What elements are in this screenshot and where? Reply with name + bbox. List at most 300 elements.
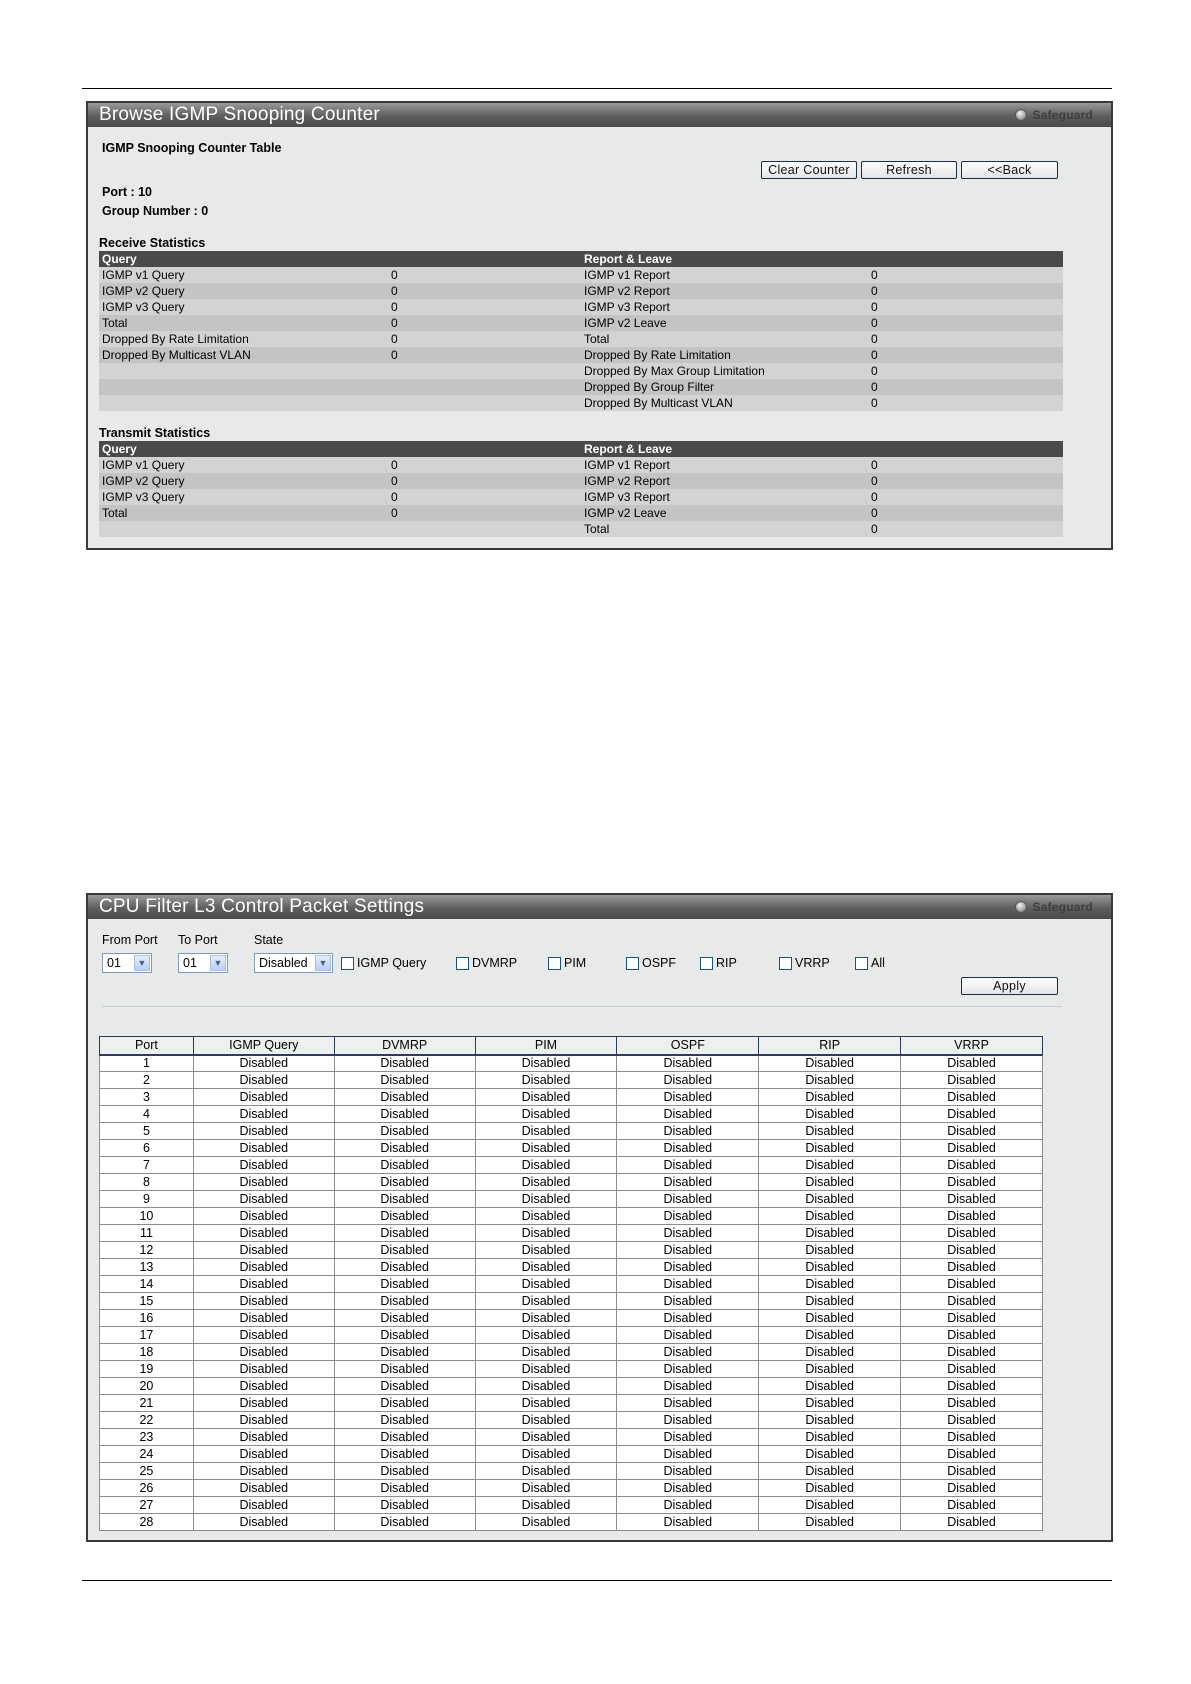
stat-report-name: Dropped By Rate Limitation: [584, 348, 731, 362]
state-cell: Disabled: [193, 1293, 334, 1310]
stat-query-value: 0: [391, 268, 398, 282]
stat-query-value: 0: [391, 506, 398, 520]
stat-report-value: 0: [871, 522, 878, 536]
stat-query-name: Dropped By Multicast VLAN: [102, 348, 251, 362]
state-cell: Disabled: [901, 1191, 1043, 1208]
back-button[interactable]: <<Back: [961, 161, 1058, 179]
state-cell: Disabled: [617, 1106, 759, 1123]
query-header: Query: [102, 442, 137, 456]
table-row: [100, 1361, 1043, 1378]
state-cell: Disabled: [193, 1106, 334, 1123]
state-cell: Disabled: [617, 1327, 759, 1344]
state-cell: Disabled: [759, 1327, 901, 1344]
state-cell: Disabled: [759, 1463, 901, 1480]
igmp-counter-panel: [86, 101, 1113, 550]
state-cell: Disabled: [617, 1208, 759, 1225]
state-cell: Disabled: [901, 1480, 1043, 1497]
panel-title: CPU Filter L3 Control Packet Settings: [99, 896, 425, 917]
port-cell: 22: [100, 1412, 194, 1429]
stat-report-value: 0: [871, 268, 878, 282]
state-cell: Disabled: [475, 1480, 617, 1497]
table-row: [100, 1140, 1043, 1157]
state-cell: Disabled: [334, 1072, 475, 1089]
state-cell: Disabled: [617, 1123, 759, 1140]
stat-row: [99, 315, 1063, 331]
state-cell: Disabled: [617, 1480, 759, 1497]
stat-query-value: 0: [391, 316, 398, 330]
panel-title: Browse IGMP Snooping Counter: [99, 104, 380, 125]
stat-report-value: 0: [871, 364, 878, 378]
state-cell: Disabled: [901, 1497, 1043, 1514]
state-cell: Disabled: [475, 1089, 617, 1106]
state-cell: Disabled: [193, 1327, 334, 1344]
state-cell: Disabled: [759, 1429, 901, 1446]
state-cell: Disabled: [901, 1089, 1043, 1106]
state-cell: Disabled: [759, 1310, 901, 1327]
stat-report-name: Total: [584, 522, 610, 536]
state-cell: Disabled: [193, 1276, 334, 1293]
state-cell: Disabled: [617, 1242, 759, 1259]
state-cell: Disabled: [475, 1208, 617, 1225]
state-cell: Disabled: [901, 1293, 1043, 1310]
state-cell: Disabled: [901, 1276, 1043, 1293]
table-row: [100, 1412, 1043, 1429]
state-cell: Disabled: [193, 1055, 334, 1072]
table-row: [100, 1446, 1043, 1463]
checkbox-box[interactable]: [456, 957, 469, 970]
checkbox-box[interactable]: [700, 957, 713, 970]
column-header: VRRP: [901, 1037, 1043, 1055]
state-cell: Disabled: [334, 1089, 475, 1106]
column-header: OSPF: [617, 1037, 759, 1055]
stat-query-name: Dropped By Rate Limitation: [102, 332, 249, 346]
port-cell: 15: [100, 1293, 194, 1310]
state-cell: Disabled: [193, 1429, 334, 1446]
state-cell: Disabled: [193, 1140, 334, 1157]
state-cell: Disabled: [759, 1140, 901, 1157]
state-cell: Disabled: [759, 1259, 901, 1276]
pim-checkbox[interactable]: [548, 956, 586, 970]
state-cell: Disabled: [617, 1157, 759, 1174]
to-port-value: 01: [183, 956, 197, 970]
port-cell: 20: [100, 1378, 194, 1395]
state-cell: Disabled: [193, 1378, 334, 1395]
state-cell: Disabled: [759, 1157, 901, 1174]
from-port-label: From Port: [102, 933, 158, 947]
stat-report-name: IGMP v1 Report: [584, 458, 670, 472]
state-cell: Disabled: [759, 1123, 901, 1140]
state-cell: Disabled: [475, 1446, 617, 1463]
stat-row: [99, 347, 1063, 363]
transmit-statistics-table: [99, 441, 1063, 537]
safeguard-label: Safeguard: [1032, 900, 1093, 914]
state-cell: Disabled: [475, 1225, 617, 1242]
stat-report-name: IGMP v2 Report: [584, 474, 670, 488]
port-cell: 7: [100, 1157, 194, 1174]
state-cell: Disabled: [759, 1072, 901, 1089]
table-row: [100, 1259, 1043, 1276]
stat-row: [99, 489, 1063, 505]
dvmrp-checkbox[interactable]: [456, 956, 517, 970]
stat-report-name: IGMP v2 Leave: [584, 506, 667, 520]
table-row: [100, 1225, 1043, 1242]
state-cell: Disabled: [193, 1242, 334, 1259]
state-cell: Disabled: [759, 1446, 901, 1463]
port-cell: 1: [100, 1055, 194, 1072]
checkbox-label: IGMP Query: [357, 956, 427, 970]
port-cell: 23: [100, 1429, 194, 1446]
checkbox-label: All: [871, 956, 885, 970]
stat-report-value: 0: [871, 316, 878, 330]
state-cell: Disabled: [475, 1157, 617, 1174]
state-cell: Disabled: [334, 1361, 475, 1378]
state-cell: Disabled: [617, 1429, 759, 1446]
chevron-down-icon[interactable]: ▼: [134, 955, 150, 971]
stat-report-value: 0: [871, 332, 878, 346]
state-cell: Disabled: [475, 1344, 617, 1361]
state-cell: Disabled: [617, 1293, 759, 1310]
state-cell: Disabled: [617, 1072, 759, 1089]
port-cell: 10: [100, 1208, 194, 1225]
column-header: RIP: [759, 1037, 901, 1055]
state-cell: Disabled: [901, 1446, 1043, 1463]
state-cell: Disabled: [901, 1463, 1043, 1480]
state-cell: Disabled: [901, 1514, 1043, 1531]
checkbox-box[interactable]: [341, 957, 354, 970]
stat-query-value: 0: [391, 490, 398, 504]
state-cell: Disabled: [193, 1361, 334, 1378]
table-row: [100, 1327, 1043, 1344]
stat-query-value: 0: [391, 300, 398, 314]
port-cell: 8: [100, 1174, 194, 1191]
port-cell: 2: [100, 1072, 194, 1089]
state-cell: Disabled: [475, 1361, 617, 1378]
state-cell: Disabled: [901, 1055, 1043, 1072]
checkbox-box[interactable]: [626, 957, 639, 970]
checkbox-box[interactable]: [548, 957, 561, 970]
state-cell: Disabled: [759, 1089, 901, 1106]
state-cell: Disabled: [475, 1514, 617, 1531]
stat-row: [99, 395, 1063, 411]
clear-counter-button[interactable]: Clear Counter: [761, 161, 857, 179]
state-cell: Disabled: [617, 1497, 759, 1514]
bottom-rule: [82, 1580, 1112, 1581]
state-cell: Disabled: [475, 1395, 617, 1412]
refresh-button[interactable]: Refresh: [861, 161, 957, 179]
state-cell: Disabled: [617, 1276, 759, 1293]
checkbox-label: DVMRP: [472, 956, 518, 970]
ospf-checkbox[interactable]: [626, 956, 676, 970]
port-cell: 6: [100, 1140, 194, 1157]
from-port-select[interactable]: [102, 953, 152, 973]
form-divider: [102, 1006, 1062, 1007]
table-row: [100, 1106, 1043, 1123]
port-cell: 25: [100, 1463, 194, 1480]
rip-checkbox[interactable]: [700, 956, 737, 970]
state-cell: Disabled: [617, 1140, 759, 1157]
state-cell: Disabled: [617, 1395, 759, 1412]
column-header: IGMP Query: [193, 1037, 334, 1055]
state-cell: Disabled: [334, 1378, 475, 1395]
state-cell: Disabled: [759, 1208, 901, 1225]
state-cell: Disabled: [334, 1514, 475, 1531]
stat-report-value: 0: [871, 348, 878, 362]
stat-query-name: Total: [102, 316, 128, 330]
to-port-label: To Port: [178, 933, 218, 947]
stat-report-value: 0: [871, 380, 878, 394]
state-cell: Disabled: [617, 1446, 759, 1463]
state-cell: Disabled: [617, 1191, 759, 1208]
state-cell: Disabled: [759, 1412, 901, 1429]
state-cell: Disabled: [193, 1072, 334, 1089]
chevron-down-icon[interactable]: ▼: [315, 955, 331, 971]
table-row: [100, 1497, 1043, 1514]
table-row: [100, 1310, 1043, 1327]
port-cell: 13: [100, 1259, 194, 1276]
stat-report-value: 0: [871, 490, 878, 504]
state-cell: Disabled: [475, 1378, 617, 1395]
state-cell: Disabled: [475, 1123, 617, 1140]
transmit-table-header: [99, 441, 1063, 457]
stat-report-value: 0: [871, 284, 878, 298]
panel-title-bar: [88, 103, 1111, 127]
port-cell: 5: [100, 1123, 194, 1140]
state-cell: Disabled: [617, 1310, 759, 1327]
port-cell: 4: [100, 1106, 194, 1123]
port-cell: 12: [100, 1242, 194, 1259]
state-cell: Disabled: [193, 1259, 334, 1276]
table-row: [100, 1157, 1043, 1174]
state-cell: Disabled: [334, 1480, 475, 1497]
state-cell: Disabled: [901, 1259, 1043, 1276]
state-cell: Disabled: [475, 1310, 617, 1327]
state-cell: Disabled: [617, 1344, 759, 1361]
state-cell: Disabled: [334, 1429, 475, 1446]
stat-row: [99, 363, 1063, 379]
stat-row: [99, 331, 1063, 347]
table-row: [100, 1463, 1043, 1480]
stat-query-name: IGMP v3 Query: [102, 300, 185, 314]
stat-query-value: 0: [391, 348, 398, 362]
state-cell: Disabled: [617, 1361, 759, 1378]
state-cell: Disabled: [334, 1276, 475, 1293]
state-cell: Disabled: [193, 1497, 334, 1514]
state-cell: Disabled: [759, 1106, 901, 1123]
state-cell: Disabled: [759, 1361, 901, 1378]
stat-report-name: Dropped By Max Group Limitation: [584, 364, 765, 378]
state-cell: Disabled: [475, 1259, 617, 1276]
state-cell: Disabled: [901, 1208, 1043, 1225]
table-row: [100, 1208, 1043, 1225]
state-cell: Disabled: [475, 1429, 617, 1446]
stat-report-value: 0: [871, 506, 878, 520]
state-cell: Disabled: [334, 1497, 475, 1514]
counter-table-title: IGMP Snooping Counter Table: [102, 141, 282, 155]
state-cell: Disabled: [475, 1412, 617, 1429]
stat-report-name: Dropped By Group Filter: [584, 380, 715, 394]
state-cell: Disabled: [334, 1259, 475, 1276]
apply-button[interactable]: Apply: [961, 977, 1058, 995]
state-cell: Disabled: [901, 1174, 1043, 1191]
vrrp-checkbox[interactable]: [779, 956, 830, 970]
table-row: [100, 1174, 1043, 1191]
port-cell: 16: [100, 1310, 194, 1327]
state-cell: Disabled: [901, 1361, 1043, 1378]
igmp-query-checkbox[interactable]: [341, 956, 426, 970]
stat-query-value: 0: [391, 458, 398, 472]
state-cell: Disabled: [475, 1055, 617, 1072]
state-cell: Disabled: [334, 1412, 475, 1429]
port-cell: 3: [100, 1089, 194, 1106]
stat-query-name: IGMP v3 Query: [102, 490, 185, 504]
state-cell: Disabled: [901, 1344, 1043, 1361]
stat-report-name: IGMP v2 Report: [584, 284, 670, 298]
state-cell: Disabled: [759, 1225, 901, 1242]
state-cell: Disabled: [617, 1225, 759, 1242]
state-cell: Disabled: [617, 1174, 759, 1191]
to-port-select[interactable]: [178, 953, 228, 973]
stat-report-value: 0: [871, 458, 878, 472]
state-label: State: [254, 933, 284, 947]
state-cell: Disabled: [193, 1395, 334, 1412]
state-cell: Disabled: [617, 1378, 759, 1395]
stat-row: [99, 505, 1063, 521]
stat-report-value: 0: [871, 300, 878, 314]
transmit-statistics-label: Transmit Statistics: [99, 426, 211, 440]
state-value: Disabled: [259, 956, 308, 970]
chevron-down-icon[interactable]: ▼: [210, 955, 226, 971]
state-cell: Disabled: [759, 1497, 901, 1514]
state-cell: Disabled: [759, 1395, 901, 1412]
state-cell: Disabled: [901, 1157, 1043, 1174]
state-cell: Disabled: [334, 1446, 475, 1463]
state-cell: Disabled: [475, 1463, 617, 1480]
port-cell: 9: [100, 1191, 194, 1208]
state-cell: Disabled: [475, 1140, 617, 1157]
state-cell: Disabled: [901, 1106, 1043, 1123]
state-cell: Disabled: [475, 1106, 617, 1123]
state-cell: Disabled: [901, 1242, 1043, 1259]
state-cell: Disabled: [475, 1327, 617, 1344]
checkbox-box[interactable]: [779, 957, 792, 970]
stat-report-name: IGMP v1 Report: [584, 268, 670, 282]
state-cell: Disabled: [759, 1293, 901, 1310]
state-cell: Disabled: [334, 1157, 475, 1174]
stat-row: [99, 473, 1063, 489]
stat-row: [99, 379, 1063, 395]
state-cell: Disabled: [193, 1174, 334, 1191]
table-row: [100, 1429, 1043, 1446]
receive-statistics-table: [99, 251, 1063, 411]
state-cell: Disabled: [193, 1225, 334, 1242]
state-cell: Disabled: [475, 1174, 617, 1191]
safeguard-label: Safeguard: [1032, 108, 1093, 122]
stat-row: [99, 521, 1063, 537]
state-select[interactable]: [254, 953, 333, 973]
safeguard-indicator: [1015, 103, 1093, 127]
receive-table-header: [99, 251, 1063, 267]
table-row: [100, 1242, 1043, 1259]
state-cell: Disabled: [475, 1191, 617, 1208]
stat-query-name: IGMP v2 Query: [102, 474, 185, 488]
state-cell: Disabled: [759, 1055, 901, 1072]
state-cell: Disabled: [334, 1225, 475, 1242]
state-cell: Disabled: [617, 1412, 759, 1429]
state-cell: Disabled: [759, 1480, 901, 1497]
state-cell: Disabled: [901, 1429, 1043, 1446]
state-cell: Disabled: [759, 1276, 901, 1293]
state-cell: Disabled: [901, 1072, 1043, 1089]
table-row: [100, 1378, 1043, 1395]
state-cell: Disabled: [759, 1514, 901, 1531]
state-cell: Disabled: [334, 1191, 475, 1208]
state-cell: Disabled: [759, 1344, 901, 1361]
stat-query-name: IGMP v2 Query: [102, 284, 185, 298]
state-cell: Disabled: [334, 1106, 475, 1123]
stat-query-value: 0: [391, 284, 398, 298]
safeguard-indicator: [1015, 895, 1093, 919]
all-checkbox[interactable]: [855, 956, 885, 970]
stat-query-name: Total: [102, 506, 128, 520]
stat-query-value: 0: [391, 332, 398, 346]
state-cell: Disabled: [193, 1208, 334, 1225]
state-cell: Disabled: [193, 1480, 334, 1497]
state-cell: Disabled: [334, 1310, 475, 1327]
state-cell: Disabled: [334, 1174, 475, 1191]
state-cell: Disabled: [193, 1123, 334, 1140]
state-cell: Disabled: [617, 1089, 759, 1106]
stat-row: [99, 267, 1063, 283]
checkbox-box[interactable]: [855, 957, 868, 970]
top-rule: [82, 88, 1112, 89]
port-cell: 17: [100, 1327, 194, 1344]
state-cell: Disabled: [193, 1463, 334, 1480]
state-cell: Disabled: [334, 1463, 475, 1480]
table-row: [100, 1191, 1043, 1208]
state-cell: Disabled: [193, 1514, 334, 1531]
state-cell: Disabled: [334, 1140, 475, 1157]
column-header: DVMRP: [334, 1037, 475, 1055]
state-cell: Disabled: [193, 1089, 334, 1106]
stat-report-name: IGMP v3 Report: [584, 490, 670, 504]
stat-query-value: 0: [391, 474, 398, 488]
checkbox-label: RIP: [716, 956, 737, 970]
port-cell: 14: [100, 1276, 194, 1293]
table-header-row: [100, 1037, 1043, 1055]
state-cell: Disabled: [334, 1123, 475, 1140]
column-header: PIM: [475, 1037, 617, 1055]
safeguard-status-icon: [1015, 109, 1027, 121]
table-row: [100, 1344, 1043, 1361]
state-cell: Disabled: [901, 1310, 1043, 1327]
port-cell: 19: [100, 1361, 194, 1378]
column-header: Port: [100, 1037, 194, 1055]
stat-row: [99, 457, 1063, 473]
table-row: [100, 1480, 1043, 1497]
table-row: [100, 1514, 1043, 1531]
state-cell: Disabled: [475, 1242, 617, 1259]
state-cell: Disabled: [334, 1293, 475, 1310]
port-cell: 11: [100, 1225, 194, 1242]
state-cell: Disabled: [759, 1191, 901, 1208]
port-cell: 26: [100, 1480, 194, 1497]
state-cell: Disabled: [901, 1327, 1043, 1344]
receive-statistics-label: Receive Statistics: [99, 236, 206, 250]
table-row: [100, 1089, 1043, 1106]
table-row: [100, 1293, 1043, 1310]
stat-row: [99, 299, 1063, 315]
cpu-filter-panel: [86, 893, 1113, 1542]
